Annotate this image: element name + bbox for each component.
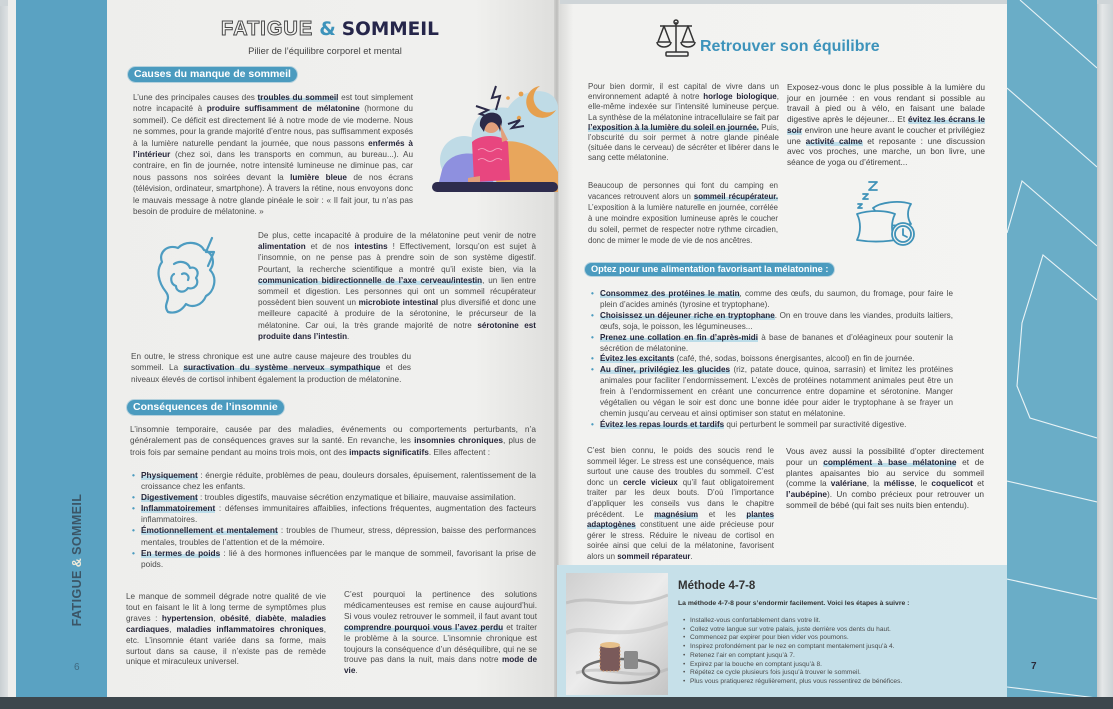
highlighted-text: Digestivement [141,492,198,503]
highlighted-text: complément à base mélatonine [823,456,957,467]
highlighted-text: En termes de poids [141,547,221,558]
highlighted-text: magnésium [654,509,699,519]
section-heading-alimentation: Optez pour une alimentation favorisant la mélatonine : [585,263,834,276]
bold-text: valériane [830,478,867,489]
list-item: • Retenez l’air en comptant jusqu’à 7. [683,652,983,661]
causes-paragraph-1: L’une des principales causes des troubles du sommeil est tout simplement notre incapacité à produire suffisamment de mélatonine (hormone du sommeil). Ce déficit est directement lié à notre mode de vie moderne. Nous ne sommes, pour la grande majorité d’entre nous, pas suffisamment exposés à la lumière naturelle pendant la journée, que nous passons enfermés à l’intérieur (chez soi, dans les transports en commun, au bureau...). Au contraire, en fin de journée, notre intensité lumineuse ne diminue pas, car nous passons nos soirées devant la lumière bleue de nos écrans (télévision, ordinateur, smartphone). À travers la rétine, nous envoyons donc le mauvais message à notre glande pinéale le soir : « Il fait jour, tu n’as pas besoin de produire de mélatonine. » [133,93,413,217]
bold-text: maladies cardiaques [126,613,326,634]
bold-text: coquelicot [931,478,973,489]
highlighted-text: suractivation du système nerveux sympathique [183,363,381,373]
highlighted-text: plantes adaptogènes [587,509,775,530]
list-item: • Évitez les excitants (café, thé, sodas, boissons énergisantes, alcool) en fin de journée. [591,354,953,365]
bold-text: hypertension [161,613,214,623]
highlighted-text: Choisissez un déjeuner riche en tryptophane [600,310,775,320]
pillow-clock-icon [855,180,919,248]
highlighted-text: l’exposition à la lumière du soleil en journée. [588,122,759,132]
highlighted-text: communication bidirectionnelle de l’axe cerveau/intestin [258,275,483,285]
title-word-sommeil: SOMMEIL [341,19,439,40]
stress-column-2: Vous avez aussi la possibilité d’opter directement pour un complément à base mélatonine et de plantes apaisantes bio au service du sommeil (comme la valériane, la mélisse, le coquelicot et l’aubépine). Un combo précieux pour retrouver un sommeil de bébé (qui fait ses nuits bien entendu). [786,446,985,510]
bold-text: sérotonine est produite dans l’intestin [258,320,537,341]
page-number-right: 7 [1031,661,1037,672]
causes-paragraph-3: En outre, le stress chronique est une autre cause majeure des troubles du sommeil. La suractivation du système nerveux sympathique et des niveaux élevés de cortisol inhibent également la production de mélatonine. [131,352,411,384]
list-item: • Plus vous pratiquerez régulièrement, plus vous ressentirez de bénéfices. [683,678,983,687]
bold-text: intestins [354,242,388,252]
bold-text: produire suffisamment de mélatonine [206,104,360,114]
title-ampersand: & [319,18,336,40]
list-item: • Émotionnellement et mentalement : troubles de l’humeur, stress, dépression, baisse des performances mentales, troubles de l’attention et de la mémoire. [132,525,536,547]
list-item: • Commencez par expirer pour bien vider vos poumons. [683,634,983,643]
side-title-sommeil: SOMMEIL [70,493,84,555]
list-item: • Au dîner, privilégiez les glucides (riz, patate douce, quinoa, sarrasin) et limitez les protéines animales pour faciliter l’endormissement. L’excès de protéines notamment animales peut être un frein à l’endormissement en créant une concurrence entre dopamine et sérotonine. Manger végétalien ou végan le soir est donc une bonne idée pour aider le tryptophane à se frayer un chemin jusqu’au cerveau et ainsi optimiser son statut en mélatonine. [591,365,953,420]
method-steps-list [683,617,983,687]
consequences-column-1: Le manque de sommeil dégrade notre qualité de vie tout en faisant le lit à long terme de symptômes plus graves : hypertension, obésité, diabète, maladies cardiaques, maladies inflammatoires chroniques, etc. L’insomnie étant variée dans sa forme, mais surtout dans sa cause, il n’existe pas de remède unique et miraculeux universel. [126,592,326,667]
section-heading-consequences: Conséquences de l’insomnie [127,400,284,415]
list-item: • Inflammatoirement : défenses immunitaires affaiblies, infections fréquentes, augmentation des facteurs inflammatoires. [132,503,536,525]
page-title [150,18,510,41]
method-title: Méthode 4-7-8 [678,580,756,592]
stress-column-1: C’est bien connu, le poids des soucis rend le sommeil léger. Le stress est une conséquence, mais surtout une cause des troubles du sommeil. C’est donc un cercle vicieux qu’il faut obligatoirement traiter par les deux bouts. D’où l’importance d’appliquer les conseils vus dans le chapitre précédent. Le magnésium et les plantes adaptogènes constituent une aide précieuse pour gérer le stress. Réduire le niveau de cortisol en soirée ainsi que celui de la mélatonine, favorisent alors un sommeil réparateur. [587,446,775,561]
list-item: • Collez votre langue sur votre palais, juste derrière vos dents du haut. [683,626,983,635]
bold-text: mélisse [883,478,915,489]
tired-woman-illustration [428,80,558,198]
highlighted-text: sommeil récupérateur. [693,192,778,201]
bold-text: lumière bleue [290,172,347,182]
bold-text: alimentation [258,242,306,252]
alimentation-bullet-list [591,289,953,431]
highlighted-text: Physiquement [141,470,198,480]
side-title-ampersand: & [70,557,84,568]
highlighted-text: troubles du sommeil [257,93,339,102]
side-title-fatigue: FATIGUE [70,570,84,627]
highlighted-text: évitez les écrans le soir [787,114,986,135]
bold-text: impacts significatifs [349,446,429,457]
list-item: • Expirez par la bouche en comptant jusqu’à 8. [683,661,983,670]
consequences-bullet-list [132,470,536,570]
causes-paragraph-2: De plus, cette incapacité à produire de la mélatonine peut venir de notre alimentation et de nos intestins ! Effectivement, lorsqu’on est sujet à l’insomnie, on ne pense pas à prendre soin de son système digestif. Pourtant, la recherche scientifique a montré qu’il existe bien, via la communication bidirectionnelle de l’axe cerveau/intestin, un lien entre sommeil et digestion. Les personnes qui ont un sommeil récupérateur possèdent bien souvent un microbiote intestinal plus diversifié et donc une meilleure capacité à produire de la sérotonine, le précurseur de la mélatonine. Car oui, la très grande majorité de notre sérotonine est produite dans l’intestin. [258,231,537,341]
highlighted-text: Évitez les excitants [600,354,675,364]
list-item: • Choisissez un déjeuner riche en tryptophane. On en trouve dans les viandes, produits laitiers, œufs, soja, le poisson, les légumineuses... [591,311,953,333]
page-subtitle: Pilier de l’équilibre corporel et mental [248,45,402,56]
list-item: • En termes de poids : lié à des hormones influencées par le manque de sommeil, favorisant la prise de poids. [132,548,536,570]
list-item: • Installez-vous confortablement dans votre lit. [683,617,983,626]
bold-text: cercle vicieux [623,477,678,487]
consequences-intro: L’insomnie temporaire, causée par des maladies, événements ou comportements perturbants, n’a généralement pas de conséquences graves sur la santé. En revanche, les insomnies chroniques, plus de trois fois par semaine pendant au moins trois mois, ont des impacts significatifs. Elles affectent : [130,424,537,457]
highlighted-text: Émotionnellement et mentalement [141,525,278,536]
right-color-strip [1007,0,1097,698]
bold-text: mode de vie [344,655,537,676]
intestine-icon [152,234,230,318]
bold-text: sommeil réparateur [617,551,691,561]
method-intro: La méthode 4-7-8 pour s’endormir facilement. Voici les étapes à suivre : [678,600,910,607]
list-item: • Évitez les repas lourds et tardifs qui perturbent le sommeil par suractivité digestive. [591,420,953,431]
list-item: • Prenez une collation en fin d’après-midi à base de bananes et d’oléagineux pour soutenir la sécrétion de mélatonine. [591,333,953,355]
highlighted-text: Inflammatoirement [141,503,216,514]
highlighted-text: Au dîner, privilégiez les glucides [600,365,730,375]
bold-text: enfermés à l’intérieur [133,138,413,160]
list-item: • Inspirez profondément par le nez en comptant mentalement jusqu’à 4. [683,643,983,652]
bold-text: horloge biologique [703,92,777,102]
decorative-line-art [1007,0,1097,698]
highlighted-text: comprendre pourquoi vous l’avez perdu [344,622,504,632]
list-item: • Répétez ce cycle plusieurs fois jusqu’à trouver le sommeil. [683,669,983,678]
bold-text: diabète [255,613,285,623]
candle-bedsheet-photo [566,573,668,695]
section-heading-causes: Causes du manque de sommeil [128,67,297,82]
bold-text: insomnies chroniques [414,435,503,446]
equilibre-column-1: Pour bien dormir, il est capital de vivre dans un environnement adapté à notre horloge biologique, elle-même indexée sur l’intensité lumineuse perçue. La synthèse de la mélatonine intracellulaire se fait par l’exposition à la lumière du soleil en journée. Puis, l’obscurité du soir permet à notre glande pinéale (située dans le cerveau) de sécréter et libérer dans le sang cette mélatonine. [588,82,780,163]
bold-text: obésité [220,613,249,623]
list-item: • Consommez des protéines le matin, comme des œufs, du saumon, du fromage, pour faire le plein d’acides aminés (tyrosine et tryptophane). [591,289,953,311]
bold-text: maladies inflammatoires chroniques [176,624,324,634]
consequences-column-2: C’est pourquoi la pertinence des solutions médicamenteuses est remise en cause aujourd’hui. Si vous voulez retrouver le sommeil, il faut avant tout comprendre pourquoi vous l’avez perdu et traiter le problème à la source. L’insomnie chronique est toujours la conséquence d’un déséquilibre, qui ne se trouve pas dans la nuit, mais dans notre mode de vie. [344,590,537,676]
highlighted-text: Consommez des protéines le matin [600,289,740,298]
list-item: • Physiquement : énergie réduite, problèmes de peau, douleurs dorsales, épuisement, ralentissement de la croissance chez les enfants. [132,470,536,492]
highlighted-text: Prenez une collation en fin d’après-midi [600,332,758,342]
book-page-stack-right [1095,4,1113,700]
highlighted-text: Évitez les repas lourds et tardifs [600,419,725,429]
highlighted-text: activité calme [805,135,863,146]
page-number-left: 6 [74,662,80,673]
equilibre-column-2: Exposez-vous donc le plus possible à la lumière du jour en journée : en vous rendant si possible au travail à pied ou à vélo, en faisant une balade digestive après le déjeuner... Et évitez les écrans le soir environ une heure avant le coucher et privilégiez une activité calme et reposante : une discussion avec vos proches, une marche, un bon livre, une séance de yoga ou d’étirement... [787,82,986,167]
balance-scale-icon [656,18,702,60]
list-item: • Digestivement : troubles digestifs, mauvaise sécrétion enzymatique et biliaire, mauvaise assimilation. [132,492,536,503]
camping-paragraph: Beaucoup de personnes qui font du camping en vacances retrouvent alors un sommeil récupérateur. L’exposition à la lumière naturelle en journée, corrélée à une moindre exposition lumineuse après le coucher du soleil, permet de respecter notre rythme circadien, donc de mimer le mode de vie de nos ancêtres. [588,181,778,245]
bold-text: l’aubépine [786,489,828,500]
bold-text: microbiote intestinal [358,298,439,308]
title-word-fatigue: FATIGUE [221,18,314,40]
section-title-equilibre: Retrouver son équilibre [700,38,880,55]
left-color-strip [16,0,107,697]
book-bottom-shadow [0,697,1113,709]
